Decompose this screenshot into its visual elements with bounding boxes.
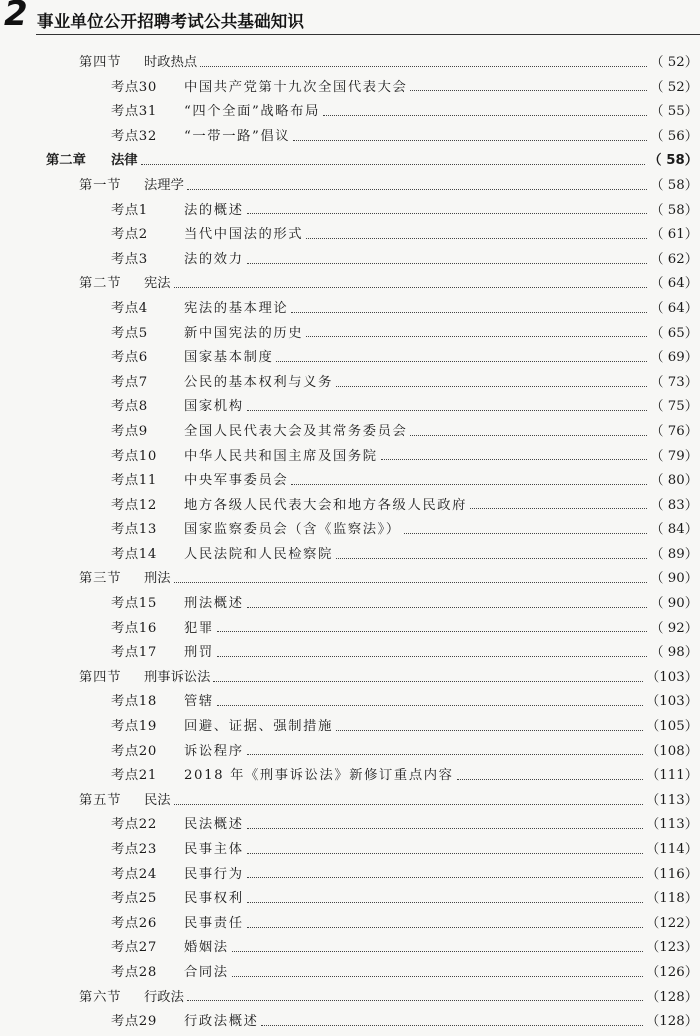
toc-entry-page: （ 76） xyxy=(650,423,698,439)
toc-entry-number: 考点8 xyxy=(111,399,148,415)
toc-entry-page: （123） xyxy=(646,940,698,956)
toc-entry-title: “四个全面”战略布局 xyxy=(184,104,320,120)
toc-entry-label xyxy=(111,690,214,715)
toc-entry-number: 考点21 xyxy=(111,768,157,784)
toc-entry-point[interactable] xyxy=(0,297,700,322)
toc-entry-title: 当代中国法的形式 xyxy=(184,227,304,243)
dot-leader xyxy=(336,730,643,731)
header-rule xyxy=(36,34,700,35)
toc-entry-label xyxy=(111,125,290,150)
toc-entry-point[interactable] xyxy=(0,469,700,494)
toc-entry-label xyxy=(111,445,378,470)
toc-entry-number: 考点17 xyxy=(111,645,157,661)
toc-entry-label xyxy=(111,863,244,888)
toc-entry-number: 第六节 xyxy=(79,989,122,1005)
dot-leader xyxy=(187,1000,643,1001)
toc-entry-title: 行政法概述 xyxy=(184,1014,259,1030)
dot-leader xyxy=(247,927,643,928)
toc-entry-title: 婚姻法 xyxy=(184,940,229,956)
toc-entry-number: 第一节 xyxy=(79,177,122,193)
toc-entry-number: 考点13 xyxy=(111,522,157,538)
dot-leader xyxy=(306,238,647,239)
toc-entry-page: （ 69） xyxy=(650,350,698,366)
dot-leader xyxy=(293,140,647,141)
toc-entry-label xyxy=(79,666,210,691)
toc-entry-point[interactable] xyxy=(0,764,700,789)
toc-entry-section[interactable] xyxy=(0,986,700,1011)
dot-leader xyxy=(470,508,647,509)
toc-entry-label xyxy=(111,617,214,642)
toc-entry-page: （ 98） xyxy=(650,645,698,661)
toc-entry-number: 考点28 xyxy=(111,964,157,980)
dot-leader xyxy=(141,164,646,165)
dot-leader xyxy=(174,582,648,583)
toc-entry-page: （114） xyxy=(646,842,698,857)
dot-leader xyxy=(457,779,643,780)
dot-leader xyxy=(213,681,643,682)
toc-entry-number: 考点27 xyxy=(111,940,157,956)
toc-entry-section[interactable] xyxy=(0,272,700,297)
toc-entry-title: 法的效力 xyxy=(184,251,244,267)
dot-leader xyxy=(232,951,643,952)
toc-entry-number: 考点3 xyxy=(111,251,148,267)
toc-entry-point[interactable] xyxy=(0,199,700,224)
dot-leader xyxy=(306,336,647,337)
toc-entry-title: 民事责任 xyxy=(184,915,244,931)
toc-entry-point[interactable] xyxy=(0,961,700,986)
toc-entry-title: “一带一路”倡议 xyxy=(184,128,291,144)
toc-entry-title: 国家基本制度 xyxy=(184,350,274,366)
toc-entry-label xyxy=(111,961,229,986)
toc-entry-point[interactable] xyxy=(0,248,700,273)
toc-entry-label xyxy=(111,494,467,519)
toc-entry-title: 民法 xyxy=(144,792,171,808)
dot-leader xyxy=(381,459,648,460)
toc-entry-page: （ 65） xyxy=(650,325,698,341)
dot-leader xyxy=(217,631,647,632)
toc-entry-title: 宪法的基本理论 xyxy=(184,300,289,316)
dot-leader xyxy=(232,976,643,977)
toc-entry-page: （111） xyxy=(646,768,698,784)
toc-entry-point[interactable] xyxy=(0,617,700,642)
toc-entry-point[interactable] xyxy=(0,863,700,888)
toc-entry-page: （108） xyxy=(646,743,698,759)
dot-leader xyxy=(247,828,643,829)
toc-entry-title: 法理学 xyxy=(144,177,184,193)
dot-leader xyxy=(247,853,643,854)
toc-entry-page: （118） xyxy=(646,891,698,907)
toc-entry-page: （ 52） xyxy=(650,55,698,70)
toc-entry-label xyxy=(111,641,214,666)
toc-entry-point[interactable] xyxy=(0,543,700,568)
toc-entry-point[interactable] xyxy=(0,322,700,347)
toc-entry-title: 刑法概述 xyxy=(184,596,244,612)
toc-entry-label xyxy=(111,371,333,396)
toc-entry-point[interactable] xyxy=(0,887,700,912)
toc-entry-page: （ 79） xyxy=(650,448,698,464)
toc-entry-number: 考点32 xyxy=(111,128,157,144)
page-number: 2 xyxy=(4,0,28,34)
toc-entry-number: 考点11 xyxy=(111,473,157,489)
toc-entry-label xyxy=(111,936,229,961)
toc-entry-label xyxy=(111,592,244,617)
toc-entry-number: 考点26 xyxy=(111,915,157,931)
toc-entry-title: 中华人民共和国主席及国务院 xyxy=(184,448,378,464)
toc-entry-label xyxy=(111,395,244,420)
toc-entry-page: （128） xyxy=(646,1014,698,1030)
toc-entry-page: （ 58） xyxy=(650,177,698,193)
toc-entry-title: 刑事诉讼法 xyxy=(144,669,211,685)
dot-leader xyxy=(247,607,648,608)
dot-leader xyxy=(200,66,647,67)
dot-leader xyxy=(276,361,647,362)
toc-entry-title: 民事主体 xyxy=(184,842,244,857)
toc-entry-number: 考点29 xyxy=(111,1014,157,1030)
toc-entry-number: 考点22 xyxy=(111,817,157,833)
toc-entry-number: 考点10 xyxy=(111,448,157,464)
toc-entry-title: 国家监察委员会（含《监察法》） xyxy=(184,522,401,538)
toc-entry-number: 考点30 xyxy=(111,79,157,95)
toc-entry-page: （ 58） xyxy=(648,153,698,169)
toc-entry-point[interactable] xyxy=(0,592,700,617)
toc-entry-point[interactable] xyxy=(0,100,700,125)
dot-leader xyxy=(174,287,648,288)
dot-leader xyxy=(217,705,643,706)
dot-leader xyxy=(261,1025,643,1026)
toc-entry-number: 第五节 xyxy=(79,792,122,808)
toc-entry-number: 考点20 xyxy=(111,743,157,759)
toc-entry-page: （122） xyxy=(646,915,698,931)
toc-entry-point[interactable] xyxy=(0,371,700,396)
toc-entry-section[interactable] xyxy=(0,174,700,199)
toc-entry-number: 考点25 xyxy=(111,891,157,907)
toc-entry-label xyxy=(111,297,288,322)
toc-entry-title: 国家机构 xyxy=(184,399,244,415)
toc-entry-point[interactable] xyxy=(0,494,700,519)
toc-entry-section[interactable] xyxy=(0,789,700,814)
toc-entry-point[interactable] xyxy=(0,715,700,740)
dot-leader xyxy=(291,484,647,485)
toc-entry-title: 法的概述 xyxy=(184,202,244,218)
toc-entry-label xyxy=(111,469,288,494)
toc-entry-page: （ 62） xyxy=(650,251,698,267)
toc-entry-page: （ 55） xyxy=(650,104,698,120)
toc-entry-point[interactable] xyxy=(0,125,700,150)
toc-entry-page: （ 64） xyxy=(650,300,698,316)
toc-entry-page: （113） xyxy=(646,817,698,833)
toc-entry-point[interactable] xyxy=(0,813,700,838)
toc-entry-title: 民事权利 xyxy=(184,891,244,907)
toc-entry-page: （116） xyxy=(646,866,698,882)
toc-entry-number: 考点15 xyxy=(111,596,157,612)
toc-entry-number: 考点23 xyxy=(111,842,157,857)
toc-entry-number: 考点16 xyxy=(111,620,157,636)
toc-entry-point[interactable] xyxy=(0,641,700,666)
toc-entry-label xyxy=(111,912,244,937)
toc-entry-label xyxy=(111,322,303,347)
toc-entry-number: 考点14 xyxy=(111,546,157,562)
toc-entry-title: 中国共产党第十九次全国代表大会 xyxy=(184,79,408,95)
toc-entry-point[interactable] xyxy=(0,223,700,248)
toc-entry-section[interactable] xyxy=(0,51,700,76)
toc-entry-number: 考点7 xyxy=(111,374,148,390)
dot-leader xyxy=(410,435,647,436)
toc-entry-title: 2018 年《刑事诉讼法》新修订重点内容 xyxy=(184,768,454,784)
toc-entry-page: （ 64） xyxy=(650,276,698,292)
toc-entry-number: 考点19 xyxy=(111,719,157,735)
toc-entry-label xyxy=(46,149,138,174)
toc-entry-label xyxy=(111,887,244,912)
dot-leader xyxy=(247,410,648,411)
toc-entry-page: （ 56） xyxy=(650,128,698,144)
toc-entry-label xyxy=(111,764,454,789)
toc-entry-title: 回避、证据、强制措施 xyxy=(184,719,333,735)
toc-entry-page: （105） xyxy=(646,719,698,735)
toc-entry-number: 考点9 xyxy=(111,423,148,439)
toc-entry-point[interactable] xyxy=(0,445,700,470)
toc-entry-number: 考点24 xyxy=(111,866,157,882)
page-header xyxy=(0,0,700,40)
toc-entry-label xyxy=(79,986,184,1011)
toc-entry-point[interactable] xyxy=(0,1010,700,1035)
dot-leader xyxy=(247,877,643,878)
toc-entry-title: 管辖 xyxy=(184,694,214,710)
table-of-contents xyxy=(0,51,700,1035)
toc-entry-number: 考点4 xyxy=(111,300,148,316)
toc-entry-number: 考点12 xyxy=(111,497,157,513)
toc-entry-page: （ 52） xyxy=(650,79,698,95)
toc-entry-label xyxy=(111,715,333,740)
toc-entry-point[interactable] xyxy=(0,518,700,543)
toc-entry-point[interactable] xyxy=(0,420,700,445)
toc-entry-number: 考点5 xyxy=(111,325,148,341)
toc-entry-section[interactable] xyxy=(0,666,700,691)
toc-entry-page: （103） xyxy=(646,669,698,685)
toc-entry-label xyxy=(111,76,407,101)
toc-entry-page: （ 61） xyxy=(650,227,698,243)
toc-entry-number: 考点1 xyxy=(111,202,148,218)
toc-entry-label xyxy=(79,51,197,76)
toc-entry-title: 民事行为 xyxy=(184,866,244,882)
toc-entry-number: 第四节 xyxy=(79,669,122,685)
toc-entry-title: 合同法 xyxy=(184,964,229,980)
dot-leader xyxy=(247,263,648,264)
toc-entry-title: 中央军事委员会 xyxy=(184,473,289,489)
toc-entry-point[interactable] xyxy=(0,936,700,961)
toc-entry-label xyxy=(111,248,244,273)
toc-entry-page: （ 73） xyxy=(650,374,698,390)
toc-entry-point[interactable] xyxy=(0,346,700,371)
toc-entry-label xyxy=(111,838,244,863)
book-title: 事业单位公开招聘考试公共基础知识 xyxy=(37,12,305,31)
toc-entry-number: 第三节 xyxy=(79,571,122,587)
toc-entry-label xyxy=(111,813,244,838)
toc-entry-label xyxy=(79,789,171,814)
dot-leader xyxy=(336,558,647,559)
toc-entry-label xyxy=(79,272,171,297)
dot-leader xyxy=(247,754,643,755)
dot-leader xyxy=(247,902,643,903)
toc-entry-title: 民法概述 xyxy=(184,817,244,833)
toc-entry-number: 第二节 xyxy=(79,276,122,292)
toc-entry-page: （ 80） xyxy=(650,473,698,489)
toc-entry-title: 全国人民代表大会及其常务委员会 xyxy=(184,423,408,439)
toc-entry-title: 公民的基本权利与义务 xyxy=(184,374,333,390)
toc-entry-title: 人民法院和人民检察院 xyxy=(184,546,333,562)
toc-entry-page: （103） xyxy=(646,694,698,710)
toc-entry-point[interactable] xyxy=(0,912,700,937)
toc-entry-title: 诉讼程序 xyxy=(184,743,244,759)
toc-entry-page: （113） xyxy=(646,792,698,808)
toc-entry-title: 刑法 xyxy=(144,571,171,587)
toc-entry-label xyxy=(111,223,303,248)
toc-entry-page: （126） xyxy=(646,964,698,980)
toc-entry-title: 宪法 xyxy=(144,276,171,292)
toc-entry-number: 考点18 xyxy=(111,694,157,710)
toc-entry-label xyxy=(111,346,273,371)
dot-leader xyxy=(247,213,648,214)
toc-entry-number: 第四节 xyxy=(79,55,122,70)
toc-entry-number: 考点2 xyxy=(111,227,148,243)
toc-entry-point[interactable] xyxy=(0,395,700,420)
toc-entry-page: （ 89） xyxy=(650,546,698,562)
toc-entry-chapter[interactable] xyxy=(0,149,700,174)
toc-entry-label xyxy=(111,199,244,224)
toc-entry-point[interactable] xyxy=(0,838,700,863)
toc-entry-title: 时政热点 xyxy=(144,55,198,70)
toc-entry-point[interactable] xyxy=(0,76,700,101)
toc-entry-page: （ 84） xyxy=(650,522,698,538)
toc-entry-point[interactable] xyxy=(0,690,700,715)
toc-entry-label xyxy=(111,740,244,765)
dot-leader xyxy=(323,115,647,116)
toc-entry-title: 犯罪 xyxy=(184,620,214,636)
dot-leader xyxy=(410,90,647,91)
toc-entry-page: （ 90） xyxy=(650,571,698,587)
toc-entry-number: 考点6 xyxy=(111,350,148,366)
dot-leader xyxy=(404,533,647,534)
toc-entry-number: 第二章 xyxy=(46,153,86,169)
toc-entry-title: 行政法 xyxy=(144,989,184,1005)
toc-entry-label xyxy=(79,174,184,199)
toc-entry-title: 地方各级人民代表大会和地方各级人民政府 xyxy=(184,497,468,513)
dot-leader xyxy=(291,312,647,313)
toc-entry-title: 刑罚 xyxy=(184,645,214,661)
toc-entry-number: 考点31 xyxy=(111,104,157,120)
toc-entry-page: （ 75） xyxy=(650,399,698,415)
toc-entry-title: 法律 xyxy=(111,153,138,169)
toc-entry-section[interactable] xyxy=(0,567,700,592)
toc-entry-page: （ 92） xyxy=(650,620,698,636)
toc-entry-label xyxy=(111,518,401,543)
dot-leader xyxy=(217,656,647,657)
toc-entry-page: （ 90） xyxy=(650,596,698,612)
toc-entry-label xyxy=(111,100,320,125)
toc-entry-label xyxy=(111,420,407,445)
toc-entry-label xyxy=(111,1010,258,1035)
toc-entry-title: 新中国宪法的历史 xyxy=(184,325,304,341)
toc-entry-label xyxy=(79,567,171,592)
toc-entry-label xyxy=(111,543,333,568)
toc-entry-page: （ 83） xyxy=(650,497,698,513)
dot-leader xyxy=(336,386,647,387)
toc-entry-page: （128） xyxy=(646,989,698,1005)
toc-entry-point[interactable] xyxy=(0,740,700,765)
dot-leader xyxy=(187,189,647,190)
toc-entry-page: （ 58） xyxy=(650,202,698,218)
dot-leader xyxy=(174,804,643,805)
